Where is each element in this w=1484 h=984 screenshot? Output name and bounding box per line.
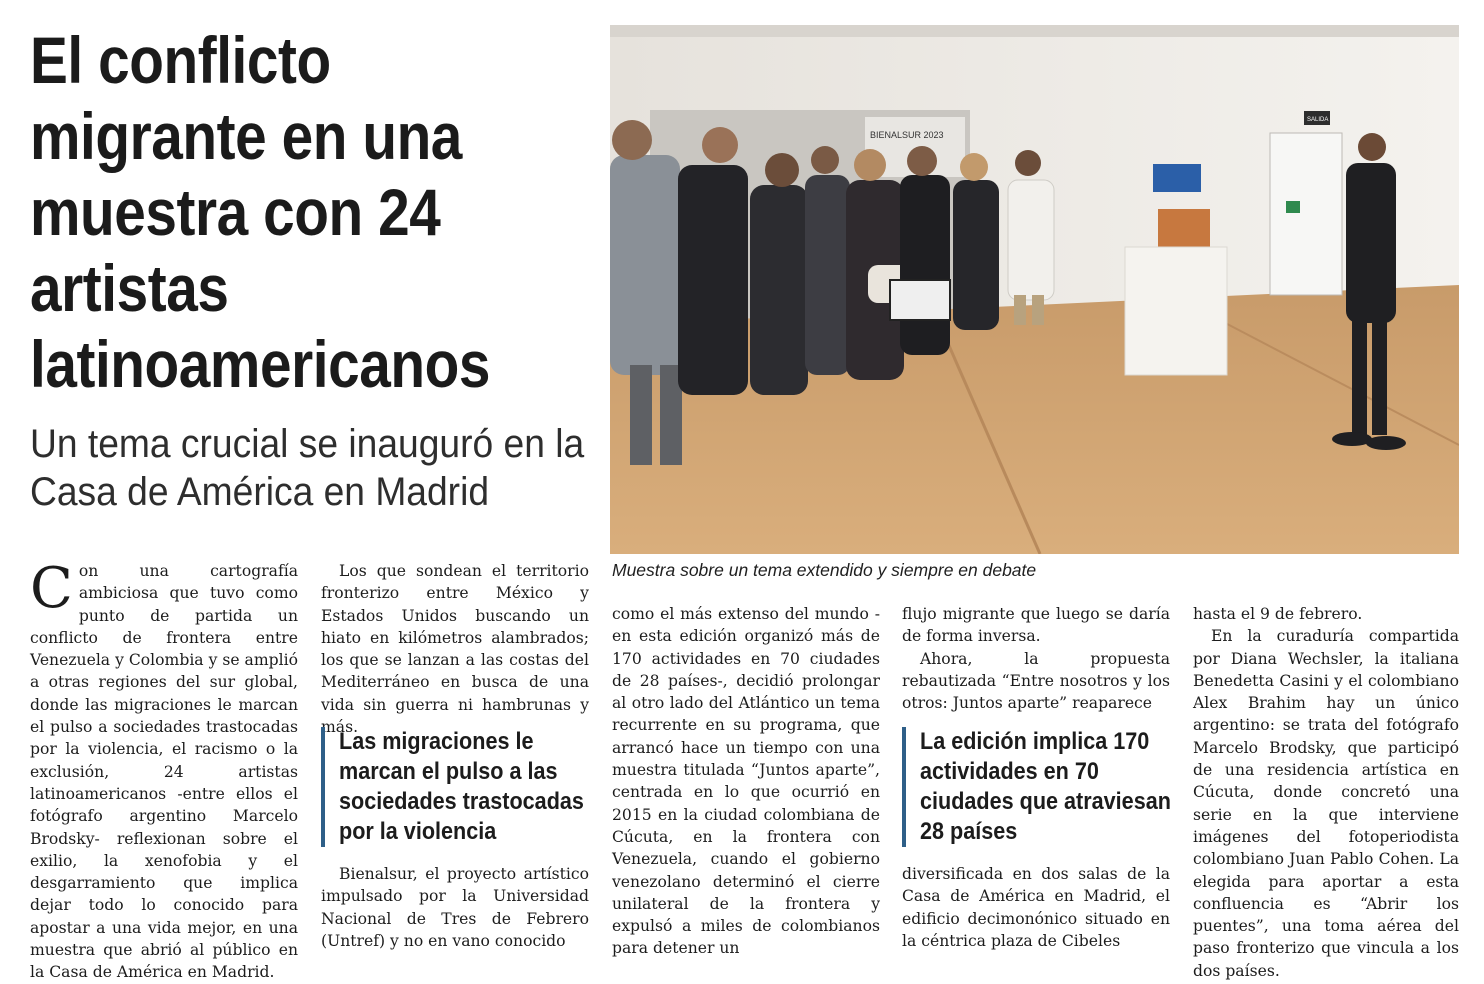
col1-paragraph: on una cartografía ambiciosa que tuvo como punto de partida un conflicto de frontera entre Venezuela y Colombia y se amplió a otras regiones del sur global, donde las migraciones le marcan el pulso a sociedades trastocadas por la violencia, el racismo o la exclusión, 24 artistas latinoamericanos -entre ellos el fotógrafo argentino Marcelo Brodsky- reflexionan sobre el exilio, la xenofobia y el desgarramiento que implica dejar todo lo conocido para apostar a una vida mejor, en una muestra que abrió al público en la Casa de América en Madrid. <box>30 562 298 982</box>
pull-quote-1-text: Las migraciones le marcan el pulso a las sociedades trastocadas por la violencia <box>339 728 584 845</box>
col2-paragraph-1: Los que sondean el territorio fronterizo entre México y Estados Unidos buscando un hiato en kilómetros alambrados; los que se lanzan a las costas del Mediterráneo en busca de una vida sin guerra ni hambrunas y más. <box>321 562 589 737</box>
column-1 <box>30 556 298 984</box>
column-4 <box>902 603 1170 714</box>
gallery-photo-illustration <box>610 25 1459 554</box>
col5-paragraph-2: En la curaduría compartida por Diana Wechsler, la italiana Benedetta Casini y el colombiano Alex Brahim hay un único argentino: se trata del fotógrafo Marcelo Brodsky, que participó de una residencia artística en Cúcuta, donde concretó una serie en la que interviene imágenes del fotoperiodista colombiano Juan Pablo Cohen. La elegida para aportar a esta confluencia es “Abrir los puentes”, una toma aérea del paso fronterizo que vincula a los dos países. <box>1193 627 1459 980</box>
column-2-continued <box>321 863 589 952</box>
pull-quote-2-text: La edición implica 170 actividades en 70 ciudades que atraviesan 28 países <box>920 728 1171 845</box>
col4-paragraph-1: flujo migrante que luego se daría de forma inversa. <box>902 605 1170 646</box>
headline: El conflicto migrante en una muestra con 24 artistas latinoamericanos <box>30 23 490 401</box>
article-photo <box>610 25 1459 554</box>
col2-paragraph-2: Bienalsur, el proyecto artístico impulsado por la Universidad Nacional de Tres de Febrero (Untref) y no en vano conocido <box>321 865 589 950</box>
subheadline: Un tema crucial se inauguró en la Casa de América en Madrid <box>30 422 585 514</box>
col3-paragraph: como el más extenso del mundo -en esta edición organizó más de 170 actividades en 70 ciudades de 28 países-, decidió prolongar al otro lado del Atlántico un tema recurrente en su programa, que arrancó hace un tiempo con una muestra titulada “Juntos aparte”, centrada en lo que ocurrió en 2015 en la ciudad colombiana de Cúcuta, en la frontera con Venezuela, cuando el gobierno venezolano determinó el cierre unilateral de la frontera y expulsó a miles de colombianos para detener un <box>612 605 880 958</box>
col5-paragraph-1: hasta el 9 de febrero. <box>1193 605 1363 623</box>
column-3 <box>612 603 880 960</box>
column-2 <box>321 560 589 738</box>
column-4-continued <box>902 863 1170 952</box>
banner-text: BIENALSUR 2023 <box>870 130 944 140</box>
pull-quote-2 <box>902 727 1180 847</box>
col4-paragraph-2: Ahora, la propuesta rebautizada “Entre nosotros y los otros: Juntos aparte” reaparece <box>902 649 1170 713</box>
photo-caption: Muestra sobre un tema extendido y siempre en debate <box>612 560 1037 580</box>
column-5 <box>1193 603 1459 982</box>
drop-cap: C <box>30 556 73 621</box>
exit-sign-text: SALIDA <box>1307 117 1329 123</box>
col4-paragraph-3: diversificada en dos salas de la Casa de América en Madrid, el edificio decimonónico situado en la céntrica plaza de Cibeles <box>902 865 1170 950</box>
pull-quote-1 <box>321 727 599 847</box>
